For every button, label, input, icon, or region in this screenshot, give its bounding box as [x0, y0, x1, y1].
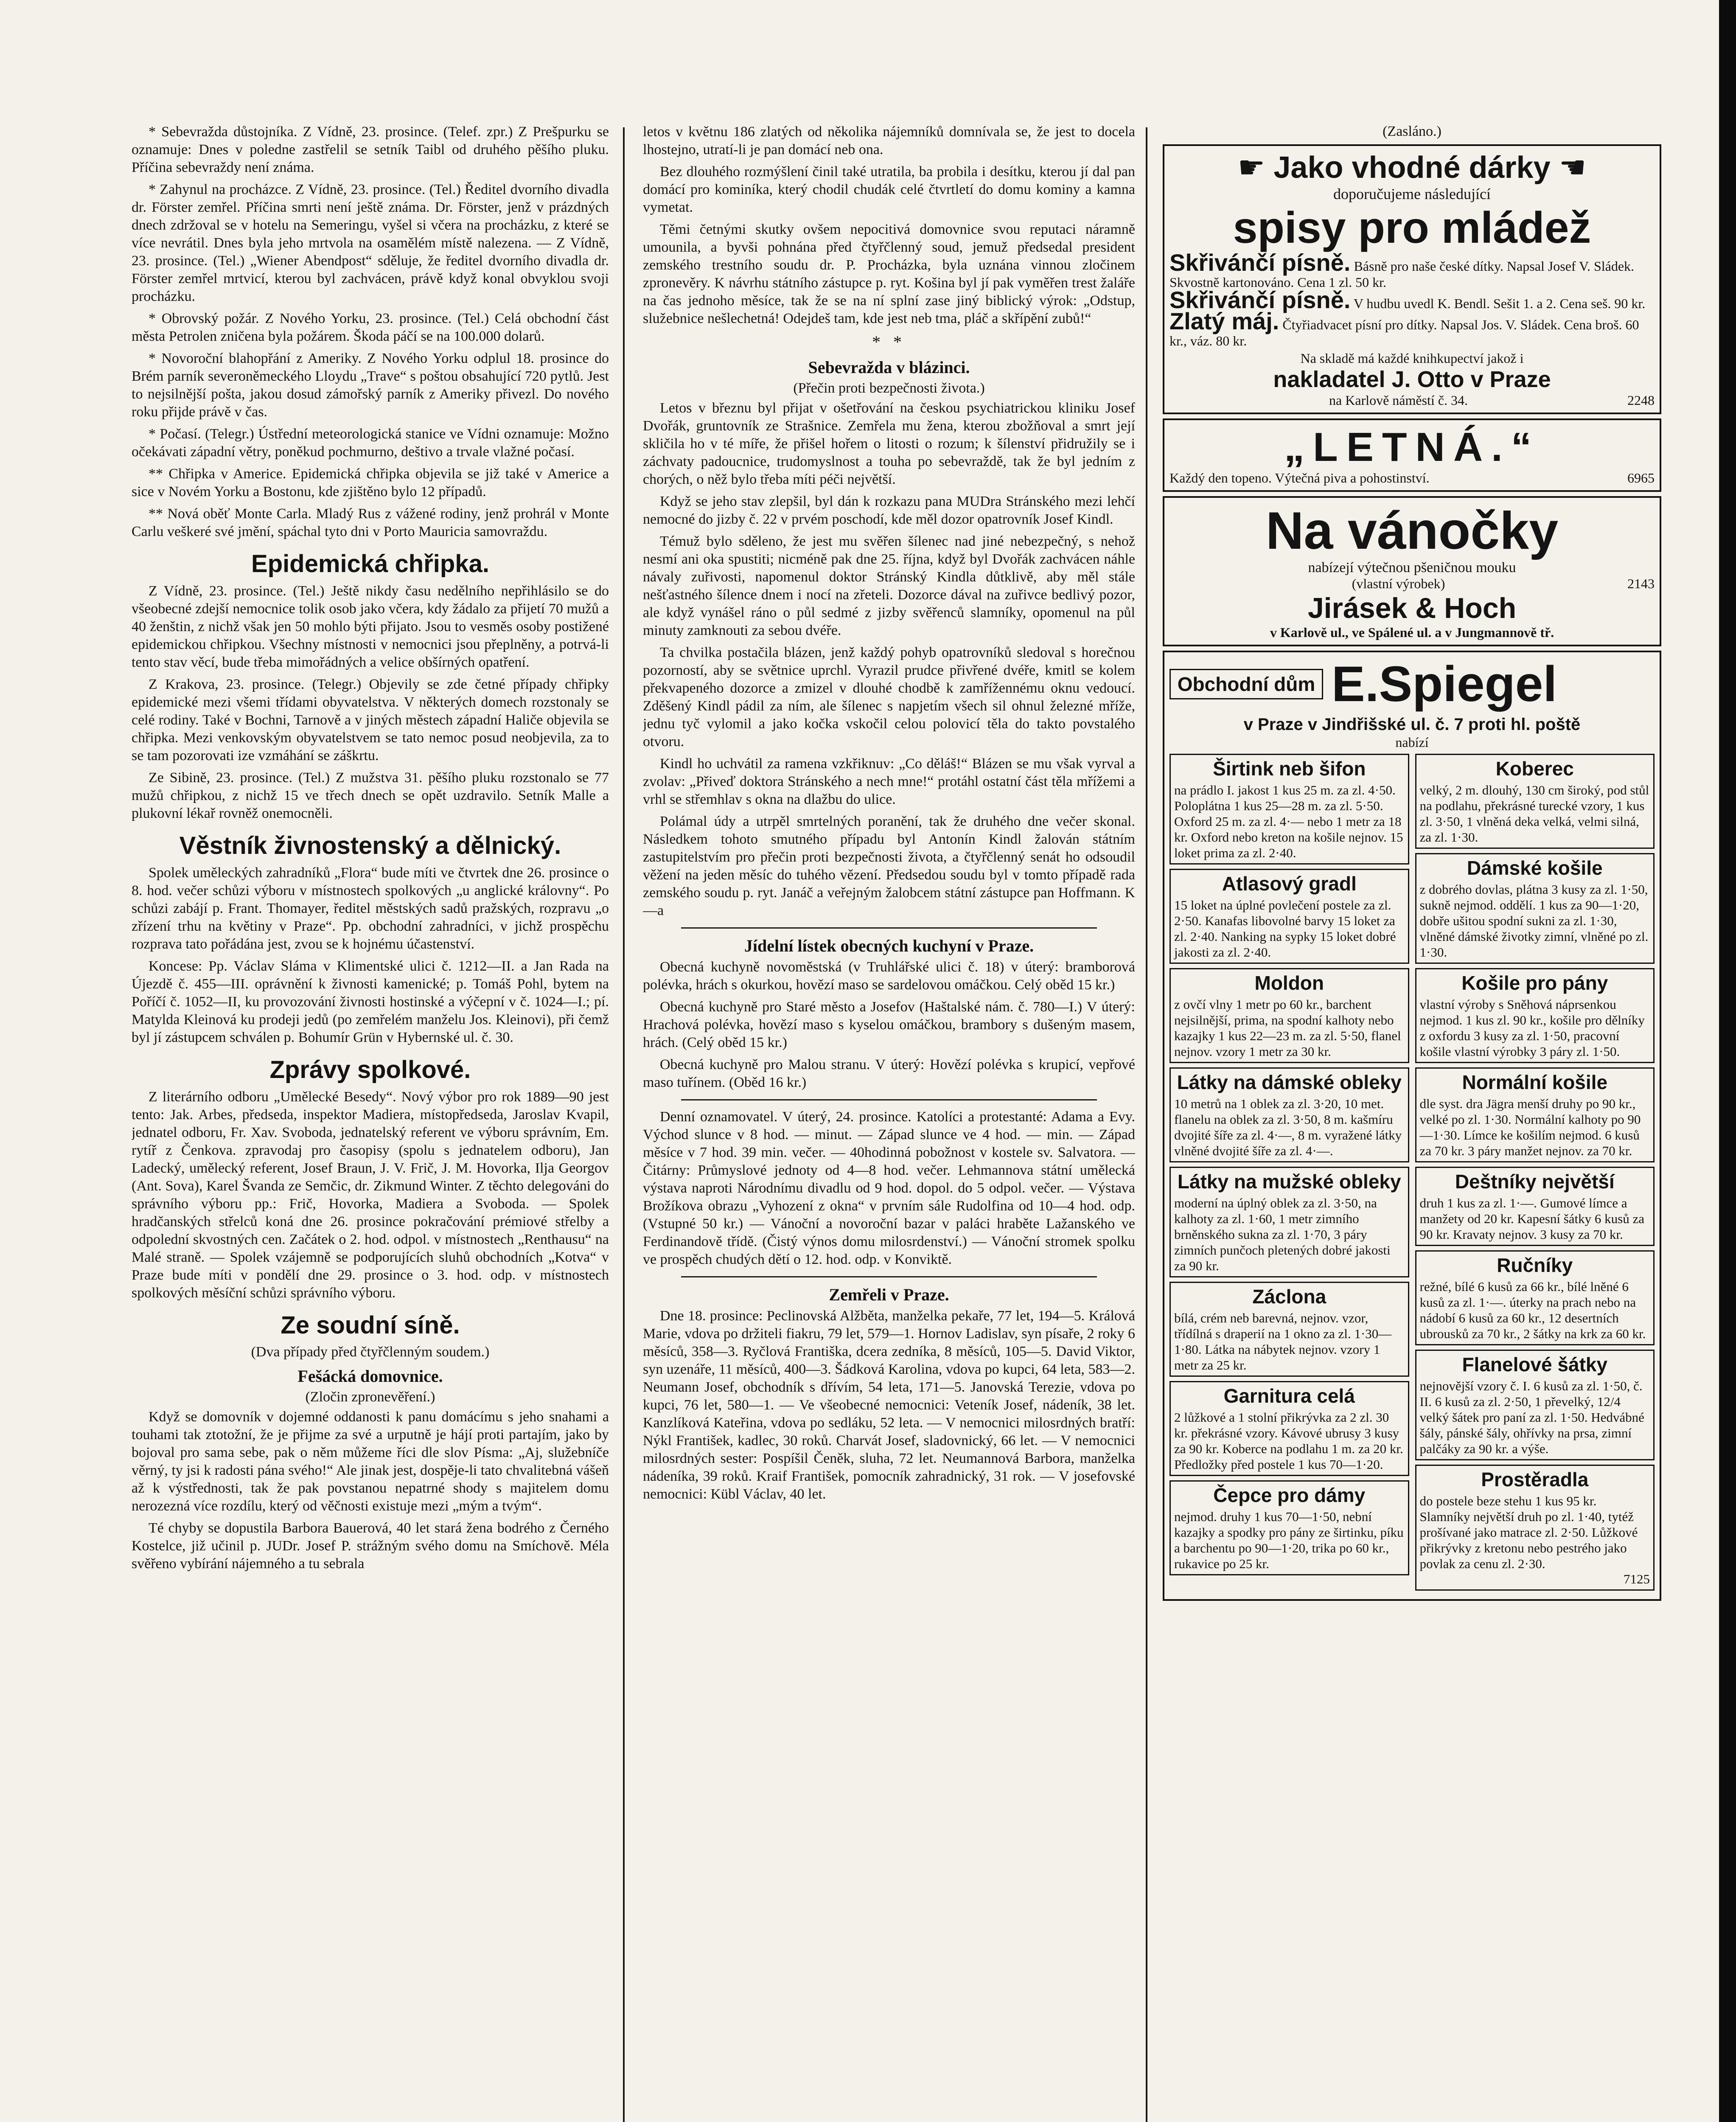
column-rule-1 [623, 127, 625, 2122]
article-paragraph: Spolek uměleckých zahradníků „Flora“ bude míti ve čtvrtek dne 26. prosince o 8. hod. večer schůzi výboru v místnostech spolkových „u anglické královny“. Po schůzi zabájí p. Frant. Thomayer, ředitel městských sadů pražských, rozpravu „o zřízení trhu na květiny v Praze“. Pp. obchodní zahradníci, v jichž prospěchu rozprava tato pořádána jest, zvou se k hojnému účastenství. [132, 865, 609, 952]
offer-title: Atlasový gradl [1222, 873, 1357, 895]
offer-text: 15 loket na úplné povlečení postele za zl. 2·50. Kanafas libovolné barvy 15 loket za zl. 2·40. Nanking na sypky 15 loket dobré jakosti za zl. 2·40. [1174, 898, 1396, 960]
ad-firm-name: E.Spiegel [1332, 656, 1557, 712]
ad-text: nabízejí výtečnou pšeničnou mouku [1308, 560, 1516, 575]
column-2 [643, 123, 1135, 1507]
ad-headline: spisy pro mládež [1233, 203, 1591, 253]
ad-text: (vlastní výrobek) [1352, 576, 1445, 591]
offer-title: Dámské košile [1467, 857, 1603, 879]
article-paragraph: Obecná kuchyně novoměstská (v Truhlářské ulici č. 18) v úterý: bramborová polévka, hrách s okurkou, hovězí maso se sardelovou omáčkou. Celý oběd 15 kr.) [643, 959, 1135, 993]
article-paragraph: Polámal údy a utrpěl smrtelných poranění, tak že druhého dne večer skonal. Následkem tohoto smutného případu byl Antonín Kindl žalován státním zastupitelstvím pro přečin proti bezpečnosti života, a čtyřčlenný senát ho odsoudil věžení na jeden měsíc do tuhého vězení. Předsedou soudu byl v tomto případě rada zemského soudu p. ryt. Janáč a veřejným žalobcem státní zástupce pan Hoffmann. K—a [643, 814, 1135, 918]
offer-box [1169, 968, 1409, 1063]
offer-box [1415, 853, 1655, 964]
section-heading-vestnik: Věstník živnostenský a dělnický. [179, 832, 561, 859]
offer-title: Garnitura celá [1223, 1385, 1355, 1407]
article-title: Jídelní lístek obecných kuchyní v Praze. [744, 936, 1034, 955]
offer-box [1169, 1480, 1409, 1575]
offer-text: 10 metrů na 1 oblek za zl. 3·20, 10 met. flanelu na oblek za zl. 3·50, 8 m. kašmíru dvojité šíře za zl. 4·—, 8 m. vyražené látky vlněné dvojité šíře za zl. 4·—. [1174, 1096, 1402, 1158]
offer-text: na prádlo I. jakost 1 kus 25 m. za zl. 4·50. Poloplátna 1 kus 25—28 m. za zl. 5·50. Oxford 25 m. za zl. 4·— nebo 1 metr za 18 kr. Oxford nebo kreton na košile nejnov. 15 loket prima za zl. 2·40. [1174, 783, 1403, 860]
page-edge [1719, 0, 1736, 2122]
ad-house-label: Obchodní dům [1169, 669, 1323, 699]
article-paragraph: Denní oznamovatel. V úterý, 24. prosince. Katolíci a protestanté: Adama a Evy. Východ slunce v 8 hod. — minut. — Západ slunce ve 4 hod. — min. — Západ měsíce v 7 hod. 39 min. večer. — 40hodinná pobožnost v kostele sv. Salvatora. — Čitárny: Průmyslové jednoty od 4—8 hod. večer. Lehmannova státní umělecká výstava naproti Národnímu divadlu od 9 hod. dopol. do 5 odpol. večer. — Výstava Brožíkova obrazu „Vyhození z okna“ v prvním sále Rudolfina od 10—4 hod. odp. (Vstupné 50 kr.) — Vánoční a novoroční bazar v paláci hraběte Lažanského ve Ferdinandově třídě. (Čistý výnos domu milosrdenství.) — Vánoční stromek spolku ve prospěch chudých dětí o 12. hod. odp. v Konviktě. [643, 1109, 1135, 1267]
ad-spiegel [1163, 651, 1661, 1601]
ad-letna [1163, 418, 1661, 492]
news-item: ** Chřipka v Americe. Epidemická chřipka objevila se již také v Americe a sice v Novém Yorku a Bostonu, kde zjištěno bylo 12 případů. [132, 466, 609, 500]
offer-box [1415, 968, 1655, 1063]
offer-text: bílá, crém neb barevná, nejnov. vzor, třídílná s draperií na 1 okno za zl. 1·30—1·80. Látka na nábytek nejnov. vzory 1 metr za 25 kr. [1174, 1311, 1392, 1373]
news-item: ** Nová oběť Monte Carla. Mladý Rus z vážené rodiny, jenž prohrál v Monte Carlu veškeré své jmění, spáchal tyto dni v Porto Mauricia samovraždu. [132, 506, 609, 539]
article-paragraph: Bez dlouhého rozmýšlení činil také utratila, ba probila i desítku, kterou jí dal pan domácí pro kominíka, který chodil chudák celé čtvrtletí do domu kominy a kamna vymetat. [643, 164, 1135, 215]
column-3-ads [1163, 123, 1661, 1605]
news-item: * Obrovský požár. Z Nového Yorku, 23. prosince. (Tel.) Celá obchodní část města Petrolen zničena byla požárem. Škoda páčí se na 100.000 dolarů. [132, 311, 609, 344]
pointing-hand-icon: ☛ [1237, 151, 1265, 185]
offer-box [1169, 1381, 1409, 1476]
offer-box [1415, 1465, 1655, 1591]
ad-firm-name: Jirásek & Hoch [1307, 592, 1517, 624]
publisher-name: nakladatel J. Otto v Praze [1273, 367, 1551, 392]
ad-title: Jako vhodné dárky [1273, 151, 1551, 185]
column-rule-2 [1146, 127, 1147, 2122]
offer-title: Záclona [1252, 1286, 1327, 1308]
article-paragraph: letos v květnu 186 zlatých od několika nájemníků domnívala se, že jest to docela lhostejno, utratí-li je pan domácí neb ona. [643, 124, 1135, 157]
offer-box [1415, 1067, 1655, 1162]
ad-text: Každý den topeno. Výtečná piva a pohostinství. [1169, 470, 1430, 486]
offer-column-left [1169, 754, 1409, 1595]
ad-headline: Na vánočky [1265, 502, 1559, 560]
offer-title: Látky na dámské obleky [1177, 1071, 1402, 1093]
article-paragraph: Témuž bylo sděleno, že jest mu svěřen šílenec nad jiné nebezpečný, s nehož nesmí ani oka spustiti; nicméně pak dne 25. října, když byl Dvořák zachvácen náhle návaly zuřivosti, napomenul doktor Stránský Kindla důtklivě, aby měl stále nešťastného šílence dnem i nocí na zřeteli. Dozorce dával na zuřivce bedlivý pozor, ale když vynášel ráno o půl sedmé z jizby svěřenců slamníky, opomenul na půl minuty zamknouti za sebou dvéře. [643, 533, 1135, 638]
offer-title: Prostěradla [1481, 1468, 1589, 1490]
offer-title: Ručníky [1497, 1254, 1573, 1276]
publisher-address: na Karlově náměstí č. 34. [1329, 393, 1468, 408]
offer-title: Deštníky největší [1455, 1170, 1615, 1193]
news-item: * Zahynul na procházce. Z Vídně, 23. prosince. (Tel.) Ředitel dvorního divadla dr. Förster zemřel. Příčina smrti není ještě známa. Dr. Förster, jenž v prázdných dnech zdržoval se v hotelu na Semeringu, vyšel si včera na procházku, z které se více nevrátil. Dnes byla jeho mrtvola na osamělém místě nalezena. — Z Vídně, 23. prosince. (Tel.) „Wiener Abendpost“ sděluje, že ředitel dvorního divadla dr. Förster zemřel mrtvicí, kterou byl zachvácen, právě když konal obvyklou svoji procházku. [132, 182, 609, 304]
divider [681, 1276, 1097, 1277]
ad-headline: „LETNÁ.“ [1284, 424, 1540, 470]
article-paragraph: Když se domovník v dojemné oddanosti k panu domácímu s jeho snahami a touhami tak ztotožní, že je přijme za své a urputně je hájí proti partajím, jako by bojoval pro sama sebe, pak o něm můžeme říci dle slov Písma: „Aj, služebníče věrný, ty jsi k radosti pána svého!“ Ale jinak jest, dospěje-li tato chvalitebná vášeň až k výstřednosti, tak že pak povstanou nepatrné shody s majitelem domu nerozezná více rozdílu, který od věčnosti existuje mezi „mým a tvým“. [132, 1409, 609, 1514]
offer-box [1169, 1167, 1409, 1277]
article-paragraph: Koncese: Pp. Václav Sláma v Klimentské ulici č. 1212—II. a Jan Rada na Újezdě č. 455—III. oprávnění k živnosti kamenické; p. Tomáš Pohl, bytem na Poříčí č. 1052—II, ku provozování živnosti hostinské a výčepní v č. 1024—I.; pí. Matylda Kleinová ku prodeji jedů (po zemřelém manželu Jos. Kleinovi), při čemž byl jí zástupcem schválen p. Bohumír Grün v Hybernské ul. č. 30. [132, 958, 609, 1045]
offer-box [1169, 1067, 1409, 1162]
offer-title: Moldon [1254, 972, 1324, 994]
ad-address: v Karlově ul., ve Spálené ul. a v Jungmannově tř. [1270, 625, 1554, 640]
book-description: V hudbu uvedl K. Bendl. Sešit 1. a 2. Cena seš. 90 kr. [1353, 296, 1646, 311]
offer-box [1169, 754, 1409, 865]
article-paragraph: Z Vídně, 23. prosince. (Tel.) Ještě nikdy času nedělního nepřihlásilo se do všeobecné zdejší nemocnice tolik osob jako včera, kdy žádalo za přijetí 70 mužů a 40 ženštin, z nichž však jen 50 mohlo býti přijato. Jsou to vesměs osoby postižené epidemickou chřipkou. Všechny místnosti v nemocnici jsou přeplněny, a potrvá-li tento stav věcí, bude třeba mimořádných a velice obšírných opatření. [132, 583, 609, 670]
article-paragraph: Z Krakova, 23. prosince. (Telegr.) Objevily se zde četné případy chřipky epidemické mezi všemi třídami obyvatelstva. V některých domech rozstonaly se celé rodiny. Také v Bochni, Tarnově a v jiných městech západní Haliče objevila se chřipka. Mezi venkovským obyvatelstvem se tato nemoc posud neobjevila, za to se tam pozorovati ize vzmáhání se záškrtu. [132, 676, 609, 763]
offer-title: Košile pro pány [1461, 972, 1608, 994]
offer-box [1415, 754, 1655, 849]
section-heading-epidemic: Epidemická chřipka. [251, 550, 489, 578]
ad-text: nabízí [1395, 735, 1429, 750]
offer-box [1169, 1282, 1409, 1377]
offer-title: Normální košile [1462, 1071, 1608, 1093]
article-paragraph: Obecná kuchyně pro Staré město a Josefov (Haštalské nám. č. 780—I.) V úterý: Hrachová polévka, hovězí maso s kyselou omáčkou, brambory s dušeným masem, hrách. (Celý oběd 15 kr.) [643, 999, 1135, 1050]
divider [681, 927, 1097, 929]
offer-text: z dobrého dovlas, plátna 3 kusy za zl. 1·50, sukně nejmod. oddělí. 1 kus za 90—1·20, dobře ušitou spodní sukni za zl. 1·30, vlněné dámské životky zimní, vlněné po zl. 1·30. [1419, 882, 1649, 960]
book-name: Skřivánčí písně. [1169, 249, 1351, 276]
book-description: Básně pro naše české dítky. Napsal Josef V. Sládek. Skvostně kartonováno. Cena 1 zl. 50 kr. [1169, 258, 1635, 290]
offer-grid [1169, 754, 1655, 1595]
pointing-hand-icon: ☚ [1559, 151, 1587, 185]
article-title: Zemřeli v Praze. [829, 1285, 949, 1304]
offer-title: Koberec [1495, 758, 1574, 780]
article-title: Sebevražda v blázinci. [808, 358, 970, 377]
article-paragraph: Těmi četnými skutky ovšem nepocitivá domovnice svou reputaci náramně umounila, a byvši pohnána před čtyřčlenný soud, jemuž předsedal president zemského trestního soudu dr. P. Procházka, byla uznána vinnou zločinem zpronevěry. K návrhu státního zástupce p. ryt. Košina byl jí pak vyměřen trest žaláře na čas jednoho měsíce, tak že se na ní splní zase jiný biblický výrok: „Odstup, služebnice nešlechetná! Odejdeš tam, kde jest neb tma, pláč a skřípění zubů!“ [643, 222, 1135, 326]
section-subheading: (Dva případy před čtyřčlenným soudem.) [251, 1344, 490, 1360]
ad-number: 2143 [1627, 576, 1655, 591]
section-heading-zpravy: Zprávy spolkové. [269, 1056, 471, 1083]
article-paragraph: Kindl ho uchvátil za ramena vzkřiknuv: „Co děláš!“ Blázen se mu však vyrval a zvolav: „Přiveď doktora Stránského a nech mne!“ protáhl ostatní část těla mřížemi a vrhl se střemhlav s okna na dlažbu do ulice. [643, 756, 1135, 807]
ad-address: v Praze v Jindřišské ul. č. 7 proti hl. poště [1243, 715, 1581, 734]
offer-text: 2 lůžkové a 1 stolní přikrývka za 2 zl. 30 kr. překrásné vzory. Kávové ubrusy 3 kusy za 90 kr. Koberce na podlahu 1 m. za 20 kr. Předložky před postele 1 kus 70—1·20. [1174, 1410, 1403, 1472]
article-subtitle: (Přečin proti bezpečnosti života.) [793, 380, 985, 396]
news-item: * Novoroční blahopřání z Ameriky. Z Nového Yorku odplul 18. prosince do Brém parník severoněmeckého Lloydu „Trave“ s poštou obsahující 720 pytlů. Jest to nejsilnější pošta, jakou dosud zámořský parník z Ameriky přivezl. Do nového roku přijde právě v čas. [132, 351, 609, 420]
offer-box [1415, 1167, 1655, 1246]
article-paragraph: Letos v březnu byl přijat v ošetřování na českou psychiatrickou kliniku Josef Dvořák, gruntovník ze Strašnice. Zemřela mu žena, kterou zbožňoval a smrt její skličila ho v té míře, že přišel hořem o litosti o rozum; k šílenství přidružily se i záchvaty padoucnice, trudomyslnost a touha po sebevraždě, tak že byl jedním z chorých, o něž bylo třeba míti péči největší. [643, 400, 1135, 487]
offer-column-right [1415, 754, 1655, 1595]
book-entry [1169, 249, 1655, 290]
offer-box [1415, 1350, 1655, 1460]
article-paragraph: Z literárního odboru „Umělecké Besedy“. Nový výbor pro rok 1889—90 jest tento: Jak. Arbes, předseda, inspektor Madiera, místopředseda, Jaroslav Kvapil, jednatel odboru, Fr. Xav. Svoboda, jednatelský referent ve výboru správním, Em. rytíř z Čenkova. zpravodaj pro časopisy (spolu s jednatelem odboru), Jan Ladecký, umělecký referent, Josef Braun, J. V. Frič, J. M. Hovorka, Ilja Georgov (Ant. Sova), Karel Švanda ze Semčic, dr. Zikmund Winter. Z těchto delegováni do správního výboru pp.: Frič, Hovorka, Madiera a Svoboda. — Spolek hradčanských střelců koná dne 26. prosince pokračování prémiové střelby a odpolední skvostných cen. Začátek o 2. hod. odpol. v místnostech „Renthausu“ na Malé straně. — Spolek vzájemně se podporujících sluhů obchodních „Kotva“ v Praze bude míti v pondělí dne 29. prosince o 3. hod. odp. v místnostech spolkových měsíční schůzi správního výboru. [132, 1089, 609, 1301]
offer-text: vlastní výroby s Sněhová náprsenkou nejmod. 1 kus zl. 90 kr., košile pro dělníky z oxfordu 3 kusy za zl. 1·50, pracovní košile vlastní výrobky 3 páry zl. 1·50. [1419, 997, 1645, 1059]
article-paragraph: Ta chvilka postačila blázen, jenž každý pohyb opatrovníků sledoval s horečnou pozorností, aby se světnice uprchl. Vyrazil prudce přivřené dvéře, kmitl se kolem překvapeného dozorce a zmizel v dlouhé chodbě k zamřížennému oknu vedoucí. Zděšený Kindl pádil za ním, ale šílenec s napjetím všech sil ohnul železné mříže, jednu tyč vylomil a jako kočka vskočil celou polovicí těla do takto povstalého otvoru. [643, 645, 1135, 749]
ad-subtitle: doporučujeme následující [1333, 185, 1491, 202]
book-description: Čtyřiadvacet písní pro dítky. Napsal Jos. V. Sládek. Cena broš. 60 kr., váz. 80 kr. [1169, 317, 1639, 348]
offer-box [1169, 869, 1409, 964]
ad-number: 6965 [1627, 470, 1655, 486]
offer-text: do postele beze stehu 1 kus 95 kr. Slamníky největší druh po zl. 1·40, tytéž prošívané jako matrace zl. 2·50. Lůžkové přikrývky z kretonu nebo pestrého jako povlak za cenu zl. 2·30. [1419, 1493, 1638, 1571]
offer-text: režné, bílé 6 kusů za 66 kr., bílé lněné 6 kusů za zl. 1·—. úterky na prach nebo na nádobí 6 kusů za 60 kr., 12 desertních ubrousků za 70 kr., 2 šátky na krk za 60 kr. [1419, 1279, 1646, 1341]
offer-title: Flanelové šátky [1462, 1353, 1608, 1375]
offer-box [1415, 1250, 1655, 1345]
divider [681, 1099, 1097, 1100]
ad-number: 7125 [1624, 1572, 1650, 1586]
section-heading-soud: Ze soudní síně. [280, 1311, 460, 1339]
article-paragraph: Obecná kuchyně pro Malou stranu. V úterý: Hovězí polévka s krupicí, vepřové maso tuřínem. (Oběd 16 kr.) [643, 1057, 1135, 1090]
offer-title: Širtink neb šifon [1213, 758, 1366, 780]
ad-otto-books [1163, 144, 1661, 414]
ad-jirasek-hoch [1163, 496, 1661, 646]
offer-text: nejmod. druhy 1 kus 70—1·50, nební kazajky a spodky pro pány ze širtinku, píku a barchentu po 90—1·20, trika po 60 kr., rukavice po 25 kr. [1174, 1509, 1404, 1571]
offer-title: Čepce pro dámy [1213, 1484, 1366, 1506]
ad-note: Na skladě má každé knihkupectví jakož i [1300, 351, 1524, 366]
column-1 [132, 123, 609, 1577]
offer-text: moderní na úplný oblek za zl. 3·50, na kalhoty za zl. 1·60, 1 metr zimního brněnského sukna za zl. 1·70, 3 páry zimních punčoch pletených dobré jakosti za 90 kr. [1174, 1196, 1391, 1273]
news-item: * Sebevražda důstojníka. Z Vídně, 23. prosince. (Telef. zpr.) Z Prešpurku se oznamuje: Dnes v poledne zastřelil se setník Taibl od druhého pěšího pluku. Příčina sebevraždy není známa. [132, 124, 609, 175]
zaslano-label: (Zasláno.) [1383, 124, 1442, 139]
offer-title: Látky na mužské obleky [1177, 1170, 1401, 1193]
article-subtitle: (Zločin zpronevěření.) [305, 1389, 435, 1405]
book-entry [1169, 308, 1655, 349]
article-paragraph: Té chyby se dopustila Barbora Bauerová, 40 let stará žena bodrého z Černého Kostelce, již učinil p. JUDr. Josef P. strážným svého domu na Smíchově. Méla svěřeno vybírání nájemného a tu sebrala [132, 1520, 609, 1572]
offer-text: velký, 2 m. dlouhý, 130 cm široký, pod stůl na podlahu, překrásné turecké vzory, 1 kus zl. 3·50, 1 vlněná deka velká, velmi silná, za zl. 1·30. [1419, 783, 1649, 845]
section-separator: * * [872, 332, 906, 351]
article-paragraph: Když se jeho stav zlepšil, byl dán k rozkazu pana MUDra Stránského mezi lehčí nemocné do jizby č. 22 v prvém poschodí, kde měl dozor opatrovník Josef Kindl. [643, 494, 1135, 527]
book-name: Skřivánčí písně. [1169, 286, 1351, 313]
book-name: Zlatý máj. [1169, 308, 1279, 334]
news-item: * Počasí. (Telegr.) Ústřední meteorologická stanice ve Vídni oznamuje: Možno očekávati západní větry, poněkud pochmurno, deštivo a trvale vlažné počasí. [132, 426, 609, 460]
offer-text: nejnovější vzory č. I. 6 kusů za zl. 1·50, č. II. 6 kusů za zl. 2·50, 1 převelký, 12/4 velký šátek pro paní za zl. 1·50. Hedvábné šály, pánské šály, ohřívky na prsa, zimní palčáky za 90 kr. a výše. [1419, 1378, 1644, 1456]
article-title: Fešácká domovnice. [297, 1367, 443, 1386]
article-paragraph: Dne 18. prosince: Peclinovská Alžběta, manželka pekaře, 77 let, 194—5. Králová Marie, vdova po držiteli fiakru, 79 let, 579—1. Hornov Ladislav, syn písaře, 2 roky 6 měsíců, 358—3. Ryčlová Františka, dcera zedníka, 8 měsíců, 105—5. David Viktor, syn uzenáře, 11 měsíců, 400—3. Šádková Karolina, vdova po kupci, 64 leta, 583—2. Neumann Josef, obchodník s dřívím, 54 leta, 171—5. Janovská Terezie, vdova po kupci, 76 let, 580—1. — Ve všeobecné nemocnici: Veteník Josef, nádeník, 38 let. Kanzlíková Kateřina, vdova po sedláku, 52 leta. — V nemocnici milosrdných bratří: Nýkl František, kadlec, 30 roků. Charvát Josef, sladovnický, 66 let. — V nemocnici milosrdných sester: Pospíšil Čeněk, sluha, 72 let. Neumannová Barbora, manželka nádeníka, 39 roků. Kraif František, pomocník zahradnický, 31 rok. — V josefovské nemocnici: Kübl Václav, 40 let. [643, 1308, 1135, 1502]
article-paragraph: Ze Sibině, 23. prosince. (Tel.) Z mužstva 31. pěšího pluku rozstonalo se 77 mužů chřipkou, z nichž 15 ve třech dnech se opět uzdravilo. Setník Malle a plukovní lékař rovněž onemocněli. [132, 770, 609, 821]
offer-text: druh 1 kus za zl. 1·—. Gumové límce a manžety od 20 kr. Kapesní šátky 6 kusů za 90 kr. Kravaty nejnov. 3 kusy za 70 kr. [1419, 1196, 1644, 1242]
offer-text: z ovčí vlny 1 metr po 60 kr., barchent nejsilnější, prima, na spodní kalhoty nebo kazajky 1 kus 22—23 m. za zl. 5·50, flanel nejnov. vzory 1 metr za 30 kr. [1174, 997, 1401, 1059]
offer-text: dle syst. dra Jägra menší druhy po 90 kr., velké po zl. 1·30. Normální kalhoty po 90—1·30. Límce ke košilím nejmod. 6 kusů za 70 kr. 3 páry manžet nejnov. za 70 kr. [1419, 1096, 1641, 1158]
ad-number: 2248 [1627, 393, 1655, 408]
